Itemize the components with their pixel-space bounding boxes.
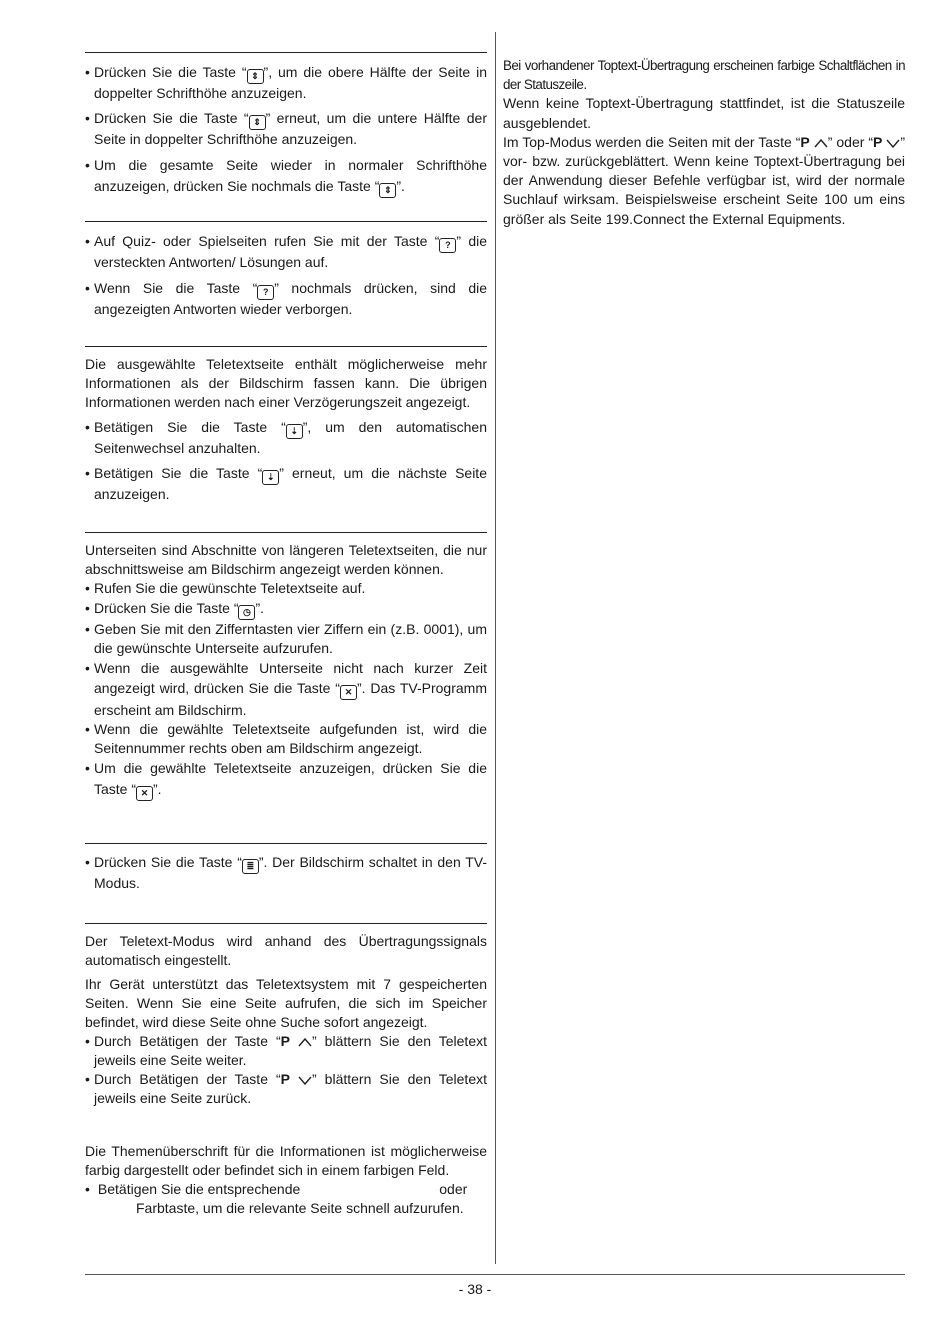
list-item: • Drücken Sie die Taste “ ≣ ”. Der Bildschirm schaltet in den TV-Modus. — [85, 853, 487, 893]
p-key-label: P — [280, 1071, 290, 1087]
list-item: • Wenn Sie die Taste “ ? ” nochmals drücken, sind die angezeigten Antworten wieder verborgen. — [85, 279, 487, 319]
paragraph: Ihr Gerät unterstützt das Teletextsystem mit 7 gespeicherten Seiten. Wenn Sie eine Seite aufrufen, die sich im Speicher befindet, wird diese Seite ohne Suche sofort angezeigt. — [85, 976, 487, 1030]
subpage-key-icon: ◷ — [238, 605, 255, 620]
list-item: • Betätigen Sie die Taste “ ⇣ ”, um den automatischen Seitenwechsel anzuhalten. — [85, 418, 487, 458]
list-item: • Betätigen Sie die entsprechende oder Farbtaste, um die relevante Seite schnell aufzurufen. — [85, 1180, 487, 1218]
list-item: • Auf Quiz- oder Spielseiten rufen Sie mit der Taste “ ? ” die versteckten Antworten/ Lösungen auf. — [85, 232, 487, 272]
p-key-label: P — [873, 133, 883, 150]
size-key-icon: ⇕ — [379, 183, 396, 198]
reveal-key-icon: ? — [257, 285, 274, 300]
footer-rule — [85, 1274, 905, 1275]
list-item: • Geben Sie mit den Zifferntasten vier Ziffern ein (z.B. 0001), um die gewünschte Unterseite aufzurufen. — [85, 620, 487, 658]
right-column — [503, 56, 905, 229]
hold-section — [85, 346, 487, 504]
tv-mode-section — [85, 843, 487, 893]
list-item: • Drücken Sie die Taste “ ⇕ ” erneut, um die untere Hälfte der Seite in doppelter Schrifthöhe anzuzeigen. — [85, 109, 487, 149]
double-height-section — [85, 52, 487, 198]
teletext-key-icon: ≣ — [242, 859, 259, 874]
chevron-up-icon — [298, 1037, 312, 1047]
reveal-key-icon: ? — [439, 238, 456, 253]
chevron-down-icon — [298, 1075, 312, 1085]
list-item: • Um die gewählte Teletextseite anzuzeigen, drücken Sie die Taste “ ✕ ”. — [85, 758, 487, 801]
section-intro: Die ausgewählte Teletextseite enthält möglicherweise mehr Informationen als der Bildschirm fassen kann. Die übrigen Informationen werden nach einer Verzögerungszeit angezeigt. — [85, 356, 487, 410]
subpage-section — [85, 532, 487, 801]
list-item: • Rufen Sie die gewünschte Teletextseite auf. — [85, 579, 487, 598]
list-item: • Um die gesamte Seite wieder in normaler Schrifthöhe anzuzeigen, drücken Sie nochmals die Taste “ ⇕ ”. — [85, 155, 487, 198]
hold-key-icon: ⇣ — [286, 424, 303, 439]
p-key-label: P — [800, 133, 810, 150]
chevron-down-icon — [886, 138, 900, 148]
section-intro: Unterseiten sind Abschnitte von längeren Teletextseiten, die nur abschnittsweise am Bildschirm angezeigt werden können. — [85, 542, 487, 577]
paragraph: Der Teletext-Modus wird anhand des Übertragungssignals automatisch eingestellt. — [85, 933, 487, 968]
size-key-icon: ⇕ — [247, 69, 264, 84]
reveal-section — [85, 221, 487, 319]
paragraph: Wenn keine Toptext-Übertragung stattfindet, ist die Statuszeile ausgeblendet. — [503, 95, 905, 131]
list-item: • Wenn die ausgewählte Unterseite nicht nach kurzer Zeit angezeigt wird, drücken Sie die Taste “ ✕ ”. Das TV-Programm erscheint am Bildschirm. — [85, 658, 487, 720]
list-item: • Drücken Sie die Taste “ ◷ ”. — [85, 598, 487, 620]
cancel-key-icon: ✕ — [136, 786, 153, 801]
hold-key-icon: ⇣ — [262, 470, 279, 485]
column-divider — [495, 32, 496, 1264]
chevron-up-icon — [814, 138, 828, 148]
p-key-label: P — [280, 1033, 290, 1049]
paragraph: Die Themenüberschrift für die Informationen ist möglicherweise farbig dargestellt oder befindet sich in einem farbigen Feld. — [85, 1143, 487, 1178]
list-item: • Betätigen Sie die Taste “ ⇣ ” erneut, um die nächste Seite anzuzeigen. — [85, 464, 487, 504]
teletext-mode-section — [85, 923, 487, 1108]
paragraph: Bei vorhandener Toptext-Übertragung erscheinen farbige Schaltflächen in der Statuszeile. — [503, 58, 905, 93]
list-item: • Drücken Sie die Taste “ ⇕ ”, um die obere Hälfte der Seite in doppelter Schrifthöhe anzuzeigen. — [85, 63, 487, 103]
page-number: - 38 - — [458, 1281, 492, 1297]
list-item: • Durch Betätigen der Taste “P ” blättern Sie den Teletext jeweils eine Seite weiter. — [85, 1032, 487, 1070]
list-item: • Wenn die gewählte Teletextseite aufgefunden ist, wird die Seitennummer rechts oben am Bildschirm angezeigt. — [85, 720, 487, 758]
color-key-section — [85, 1142, 487, 1218]
cancel-key-icon: ✕ — [340, 685, 357, 700]
paragraph: Im Top-Modus werden die Seiten mit der Taste “P ” oder “P ” vor- bzw. zurückgeblättert. Wenn keine Toptext-Übertragung bei der Anwendung dieser Befehle verfügbar ist, wird der normale Suchlauf wirksam. Beispielsweise erscheint Seite 100 um eins größer als Seite 199.Connect the External Equipments. — [503, 133, 906, 227]
size-key-icon: ⇕ — [249, 115, 266, 130]
list-item: • Durch Betätigen der Taste “P ” blättern Sie den Teletext jeweils eine Seite zurück. — [85, 1070, 487, 1108]
